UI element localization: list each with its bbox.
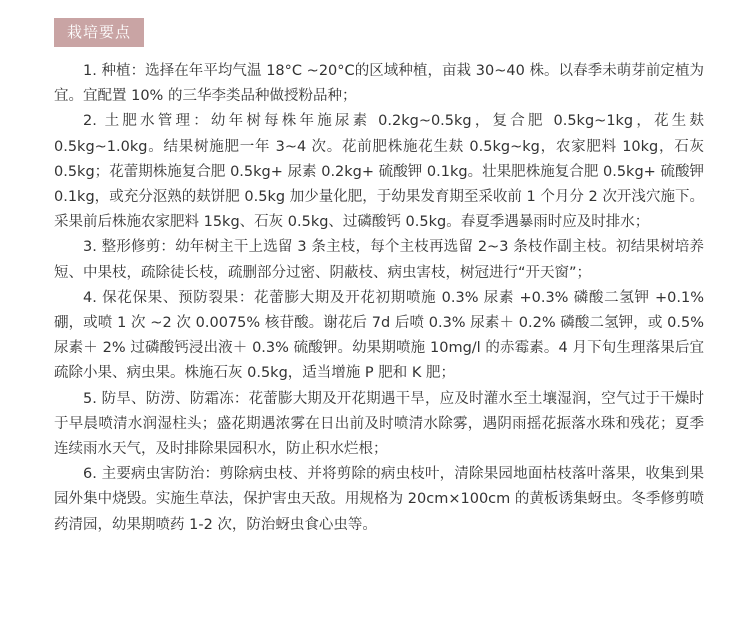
section-heading: 栽培要点: [54, 18, 144, 47]
paragraph-soil-fertilizer-water: 2. 土肥水管理：幼年树每株年施尿素 0.2kg~0.5kg，复合肥 0.5kg~1kg，花生麸 0.5kg~1.0kg。结果树施肥一年 3~4 次。花前肥株施花生麸 0.5kg~kg，农家肥料 10kg，石灰 0.5kg；花蕾期株施复合肥 0.5kg+ 尿素 0.2kg+ 硫酸钾 0.1kg。壮果肥株施复合肥 0.5kg+ 硫酸钾 0.1kg，或充分沤熟的麸饼肥 0.5kg 加少量化肥，于幼果发育期至采收前 1 个月分 2 次开浅穴施下。采果前后株施农家肥料 15kg、石灰 0.5kg、过磷酸钙 0.5kg。春夏季遇暴雨时应及时排水；: [54, 113, 704, 231]
paragraph-flower-fruit-protection: 4. 保花保果、预防裂果：花蕾膨大期及开花初期喷施 0.3% 尿素 +0.3% 磷酸二氢钾 +0.1% 硼，或喷 1 次 ~2 次 0.0075% 核苷酸。谢花后 7d 后喷 0.3% 尿素＋ 0.2% 磷酸二氢钾，或 0.5% 尿素＋ 2% 过磷酸钙浸出液＋ 0.3% 硫酸钾。幼果期喷施 10mg/l 的赤霉素。4 月下旬生理落果后宜疏除小果、病虫果。株施石灰 0.5kg，适当增施 P 肥和 K 肥；: [54, 289, 704, 382]
content-body: [54, 59, 704, 538]
paragraph-pruning: 3. 整形修剪：幼年树主干上选留 3 条主枝，每个主枝再选留 2~3 条枝作副主枝。初结果树培养短、中果枝，疏除徒长枝，疏删部分过密、阴蔽枝、病虫害枝，树冠进行“开天窗”；: [54, 239, 704, 281]
paragraph-planting: 1. 种植：选择在年平均气温 18°C ~20°C的区域种植，亩栽 30~40 株。以春季未萌芽前定植为宜。宜配置 10% 的三华李类品种做授粉品种；: [54, 63, 704, 105]
paragraph-drought-flood-frost: 5. 防旱、防涝、防霜冻：花蕾膨大期及开花期遇干旱，应及时灌水至土壤湿润，空气过于干燥时于早晨喷清水润湿柱头；盛花期遇浓雾在日出前及时喷清水除雾，遇阴雨摇花振落水珠和残花；夏季连续雨水天气，及时排除果园积水，防止积水烂根；: [54, 390, 704, 458]
paragraph-pest-control: 6. 主要病虫害防治：剪除病虫枝、并将剪除的病虫枝叶，清除果园地面枯枝落叶落果，收集到果园外集中烧毁。实施生草法，保护害虫天敌。用规格为 20cm×100cm 的黄板诱集蚜虫。冬季修剪喷药清园，幼果期喷药 1-2 次，防治蚜虫食心虫等。: [54, 466, 704, 533]
